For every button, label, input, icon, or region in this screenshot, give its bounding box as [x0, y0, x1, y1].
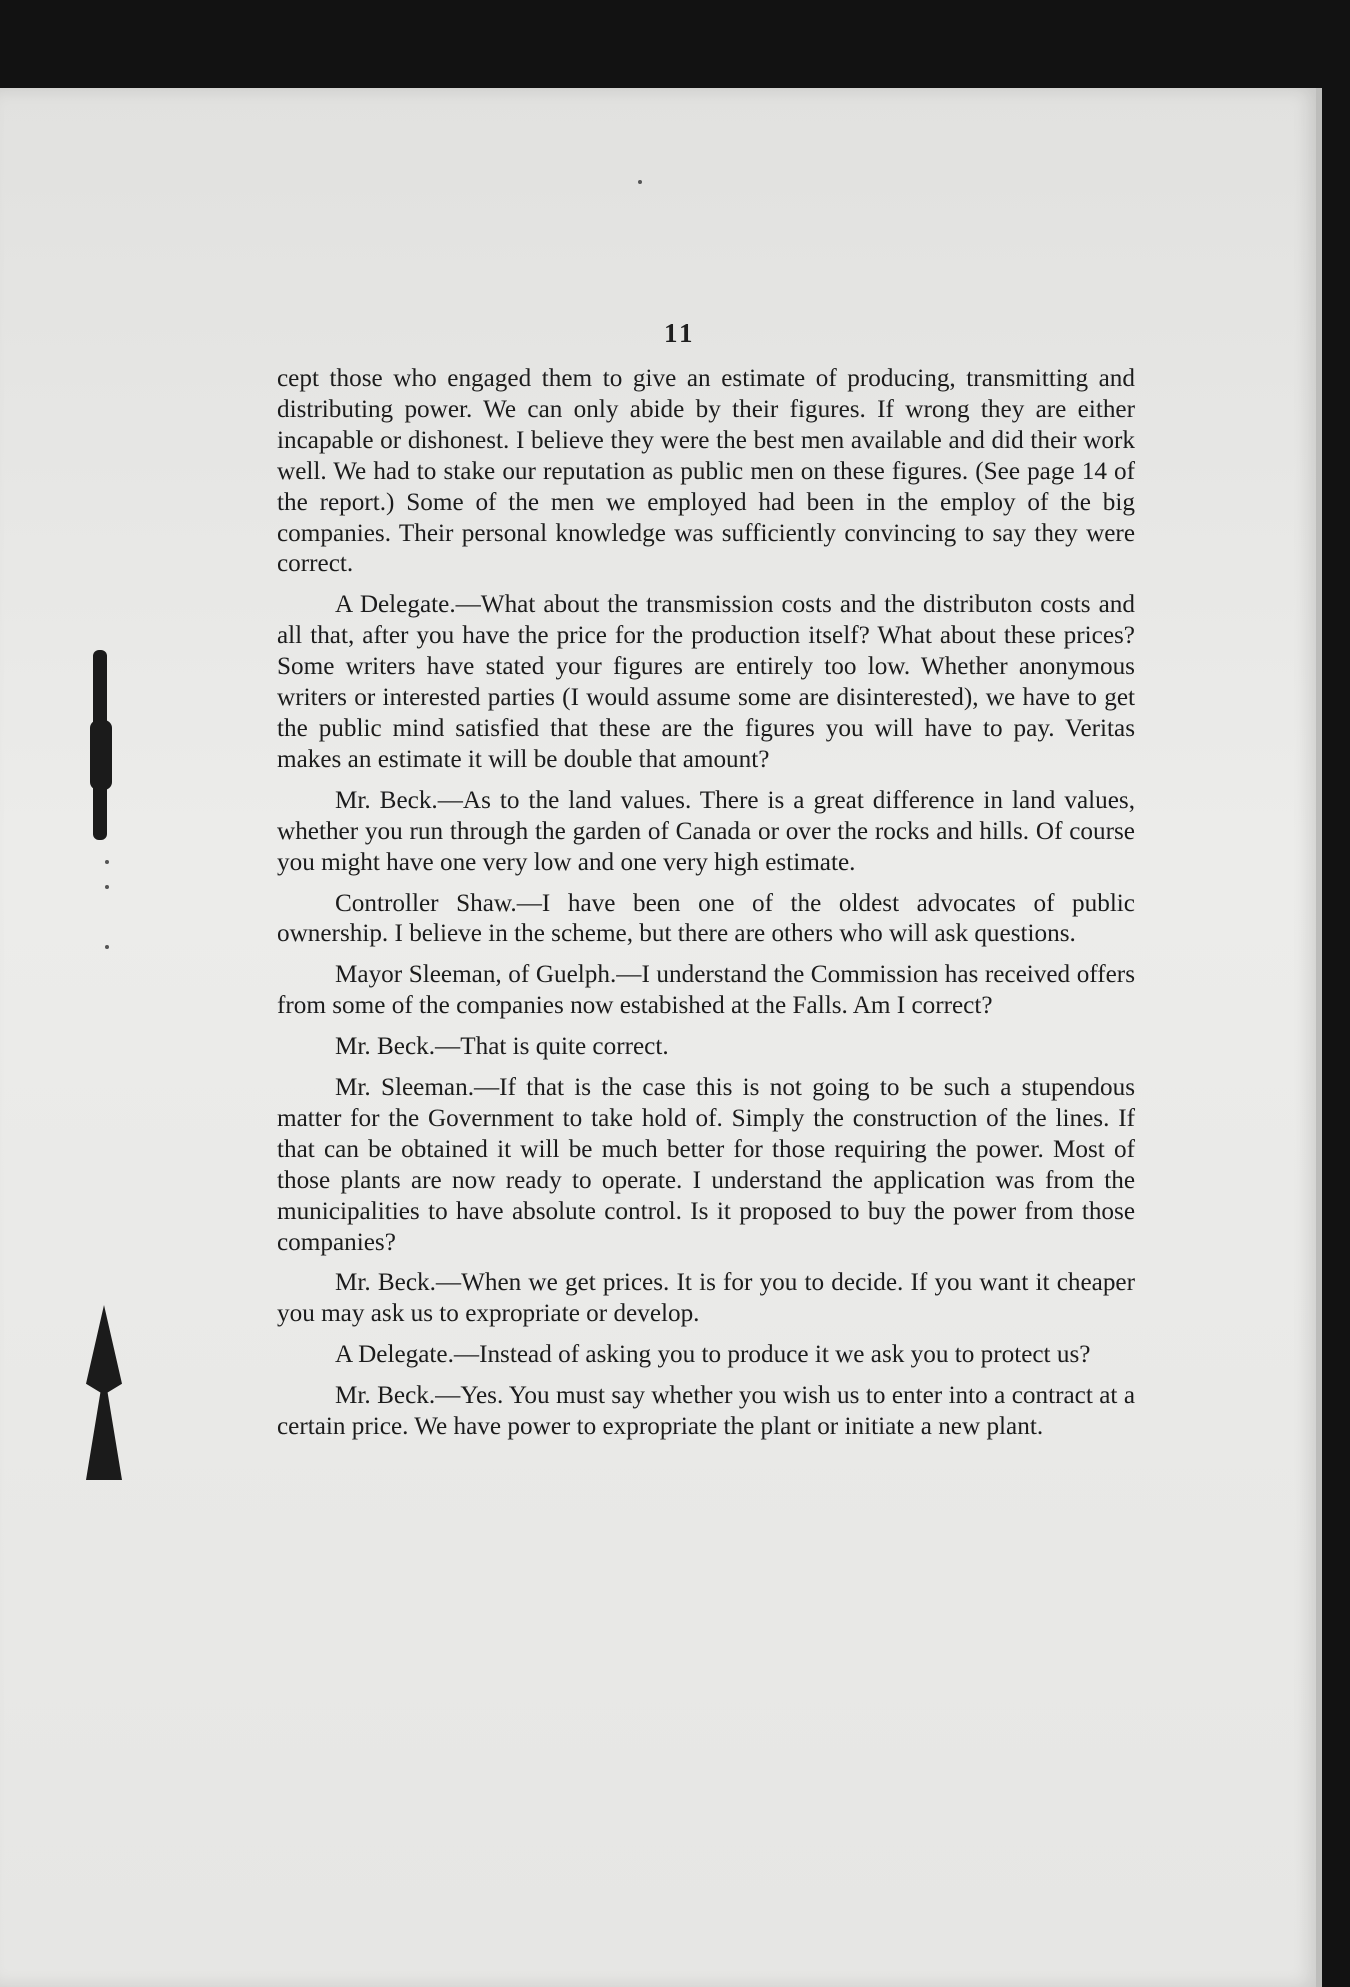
paragraph: Mayor Sleeman, of Guelph.—I understand the Commission has received offers from some of the companies now estabished at the Falls. Am I correct?	[277, 961, 1135, 1020]
paragraph: Mr. Beck.—That is quite correct.	[335, 1033, 669, 1061]
page-edge	[1316, 88, 1322, 1987]
paragraph: Mr. Beck.—Yes. You must say whether you wish us to enter into a contract at a certain price. We have power to expropriate the plant or initiate a new plant.	[277, 1382, 1135, 1441]
paragraph: Controller Shaw.—I have been one of the oldest advocates of public ownership. I believe in the scheme, but there are others who will ask questions.	[277, 889, 1135, 948]
binding-mark-upper-tail	[90, 720, 112, 790]
margin-speck	[105, 945, 109, 949]
paragraph: Mr. Sleeman.—If that is the case this is not going to be such a stupendous matter for the Government to take hold of. Simply the construction of the lines. If that can be obtained it will be much better for those requiring the power. Most of those plants are now ready to operate. I understand the application was from the municipalities to have absolute control. Is it proposed to buy the power from those companies?	[277, 1074, 1135, 1256]
page-number: 11	[664, 318, 696, 348]
margin-speck	[638, 180, 642, 184]
margin-speck	[105, 885, 109, 889]
paragraph: Mr. Beck.—When we get prices. It is for you to decide. If you want it cheaper you may ask us to expropriate or develop.	[277, 1269, 1135, 1328]
paragraph: A Delegate.—Instead of asking you to produce it we ask you to protect us?	[335, 1341, 1091, 1369]
paragraph: A Delegate.—What about the transmission costs and the distributon costs and all that, after you have the price for the production itself? What about these prices? Some writers have stated your figures are entirely too low. Whether anonymous writers or interested parties (I would assume some are disinterested), we have to get the public mind satisfied that these are the figures you will have to pay. Veritas makes an estimate it will be double that amount?	[277, 591, 1135, 773]
body-text	[277, 364, 1135, 1453]
margin-speck	[105, 860, 109, 864]
paragraph: Mr. Beck.—As to the land values. There is a great difference in land values, whether you run through the garden of Canada or over the rocks and hills. Of course you might have one very low and one very high estimate.	[277, 786, 1135, 876]
paragraph: cept those who engaged them to give an estimate of producing, transmitting and distributing power. We can only abide by their figures. If wrong they are either incapable or dishonest. I believe they were the best men available and did their work well. We had to stake our reputation as public men on these figures. (See page 14 of the report.) Some of the men we employed had been in the employ of the big companies. Their personal knowledge was sufficiently convincing to say they were correct.	[277, 365, 1135, 578]
